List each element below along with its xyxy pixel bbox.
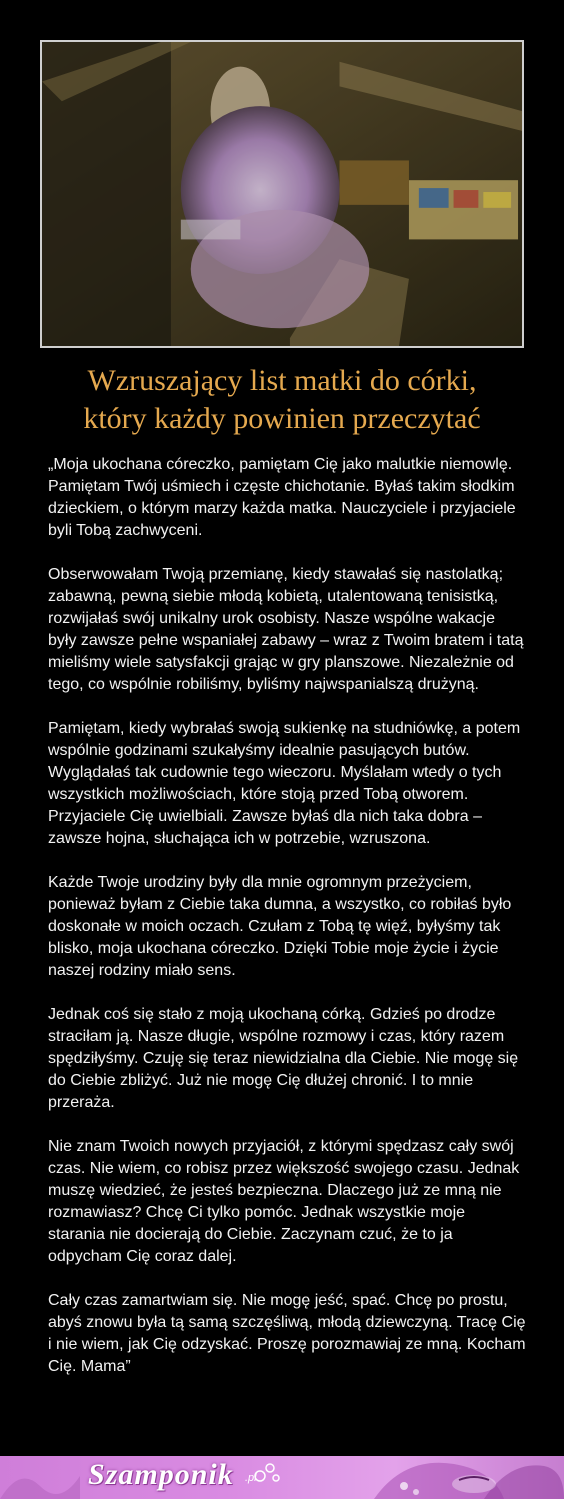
footer-decoration-left [0,1456,80,1499]
brand-logo: Szamponik [88,1458,234,1491]
letter-paragraph-3: Pamiętam, kiedy wybrałaś swoją sukienkę na studniówkę, a potem wspólnie godzinami szukałyśmy idealnie pasujących butów. Wyglądałaś tak cudownie tego wieczoru. Myślałam wtedy o tych wszystkich możliwościach, które stoją przed Tobą otworem. Przyjaciele Cię uwielbiali. Zawsze byłaś dla nich taka dobra – zawsze hojna, słuchająca ich w potrzebie, wzruszona. [48,720,521,847]
letter-paragraph-5: Jednak coś się stało z moją ukochaną córką. Gdzieś po drodze straciłam ją. Nasze długie, wspólne rozmowy i czas, który razem spędziłyśmy. Czuję się teraz niewidzialna dla Ciebie. Nie mogę się do Ciebie zbliżyć. Już nie mogę Cię dłużej chronić. I to mnie przeraża. [48,1006,519,1111]
brand-domain: .pl [245,1472,257,1484]
footer-banner [0,1456,564,1499]
photo-illustration [42,42,522,346]
article-title-line-1: Wzruszający list matki do córki, [87,364,477,397]
article-title [0,362,564,438]
letter-paragraph-4: Każde Twoje urodziny były dla mnie ogromnym przeżyciem, ponieważ byłam z Ciebie taka dumna, a wszystko, co robiłaś było doskonałe w moich oczach. Czułam z Tobą tę więź, byłyśmy tak blisko, moja ukochana córeczko. Dzięki Tobie moje życie i życie naszej rodziny miało sens. [48,874,512,979]
letter-paragraph-1: „Moja ukochana córeczko, pamiętam Cię jako malutkie niemowlę. Pamiętam Twój uśmiech i częste chichotanie. Byłaś takim słodkim dzieckiem, o którym marzy każda matka. Nauczyciele i przyjaciele byli Tobą zachwyceni. [48,456,516,539]
woman-silhouette-icon [334,1456,564,1499]
letter-paragraph-7: Cały czas zamartwiam się. Nie mogę jeść, spać. Chcę po prostu, abyś znowu była tą samą szczęśliwą, młodą dziewczyną. Tracę Cię i nie wiem, jak Cię odzyskać. Proszę porozmawiaj ze mną. Kocham Cię. Mama” [48,1292,526,1375]
article-title-line-2: który każdy powinien przeczytać [83,402,481,435]
letter-body [48,454,526,1378]
letter-paragraph-6: Nie znam Twoich nowych przyjaciół, z którymi spędzasz cały swój czas. Nie wiem, co robisz przez większość swojego czasu. Jednak muszę wiedzieć, że jesteś bezpieczna. Dlaczego już ze mną nie rozmawiasz? Chcę Ci tylko pomóc. Jednak wszystkie moje starania nie docierają do Ciebie. Zaczynam czuć, że to ja odpycham Cię coraz dalej. [48,1138,520,1265]
letter-paragraph-2: Obserwowałam Twoją przemianę, kiedy stawałaś się nastolatką; zabawną, pewną siebie młodą kobietą, utalentowaną tenisistką, rozwijałaś swój unikalny urok osobisty. Nasze wspólne wakacje były zawsze pełne wspaniałej zabawy – wraz z Twoim bratem i tatą mieliśmy wiele satysfakcji grając w gry planszowe. Niezależnie od tego, co wspólnie robiliśmy, byliśmy najwspanialszą drużyną. [48,566,524,693]
video-still-photo [40,40,524,348]
